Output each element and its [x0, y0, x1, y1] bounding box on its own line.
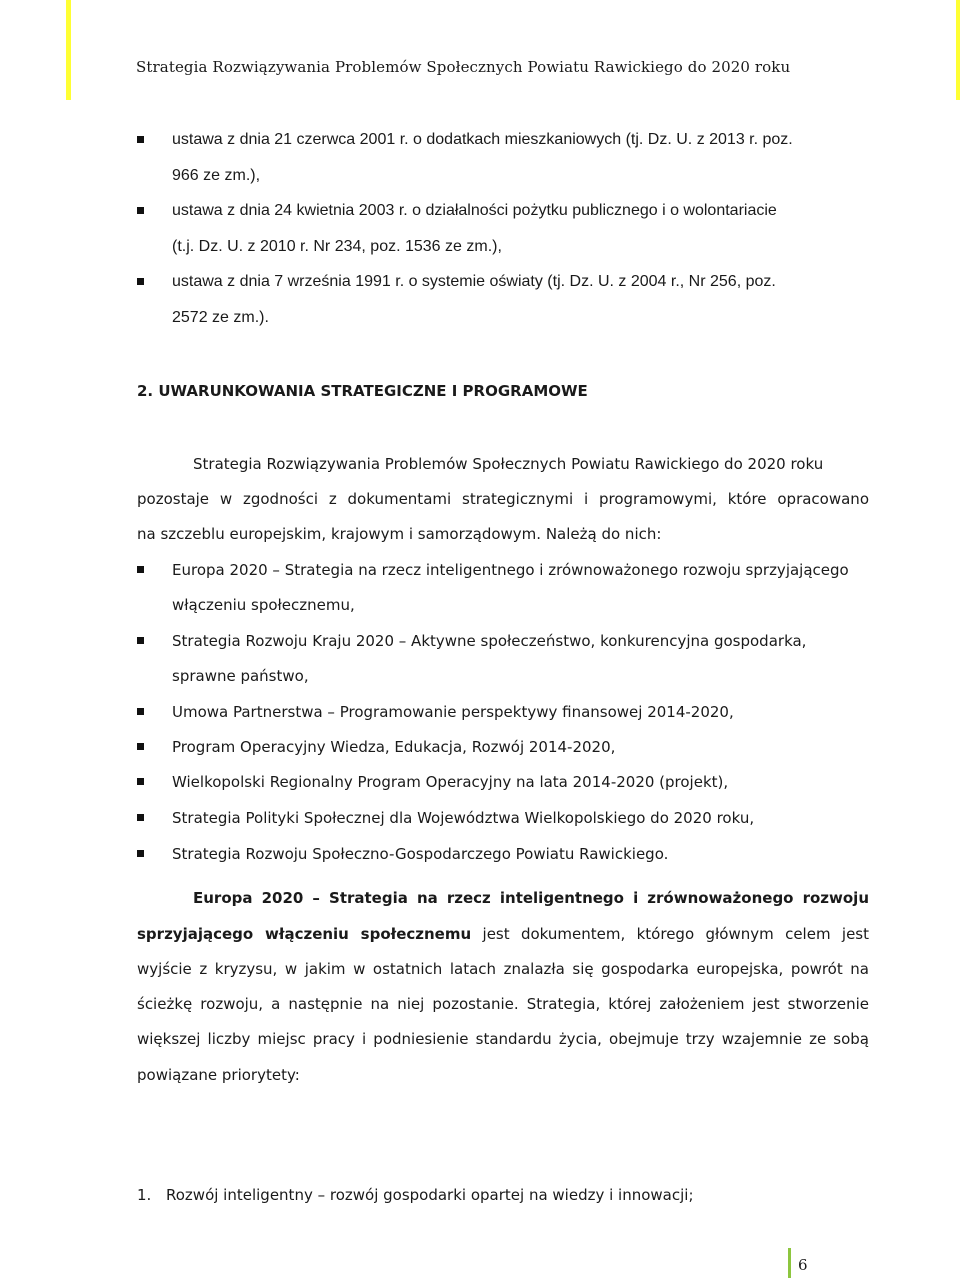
europa-title-cont: sprzyjającego włączeniu społecznemu: [137, 925, 472, 943]
document-item-line: Europa 2020 – Strategia na rzecz inteligentnego i zrównoważonego rozwoju sprzyjającego: [172, 561, 849, 579]
intro-line: na szczeblu europejskim, krajowym i samorządowym. Należą do nich:: [137, 525, 662, 543]
document-item-line: włączeniu społecznemu,: [172, 596, 355, 614]
law-item-line: 966 ze zm.),: [172, 167, 261, 184]
intro-line: pozostaje w zgodności z dokumentami strategicznymi i programowymi, które opracowano: [137, 490, 869, 508]
law-item-line: ustawa z dnia 24 kwietnia 2003 r. o działalności pożytku publicznego i o wolontariacie: [172, 202, 777, 219]
priority-number: 1.: [137, 1186, 152, 1204]
document-item-line: Strategia Rozwoju Społeczno-Gospodarczego Powiatu Rawickiego.: [172, 845, 669, 863]
priority-text: Rozwój inteligentny – rozwój gospodarki opartej na wiedzy i innowacji;: [166, 1186, 694, 1204]
header-left-rule: [66, 0, 71, 100]
running-header: Strategia Rozwiązywania Problemów Społecznych Powiatu Rawickiego do 2020 roku: [136, 58, 791, 76]
document-item-line: Strategia Rozwoju Kraju 2020 – Aktywne społeczeństwo, konkurencyjna gospodarka,: [172, 632, 807, 650]
bullet-icon: [137, 637, 144, 644]
document-item-line: Strategia Polityki Społecznej dla Województwa Wielkopolskiego do 2020 roku,: [172, 809, 755, 827]
europa-line: większej liczby miejsc pracy i podniesienie standardu życia, obejmuje trzy wzajemnie ze sobą: [137, 1030, 869, 1048]
document-item-line: sprawne państwo,: [172, 667, 309, 685]
law-item-line: 2572 ze zm.).: [172, 309, 269, 326]
europa-text: jest dokumentem, którego głównym celem jest: [471, 925, 870, 943]
europa-line: powiązane priorytety:: [137, 1066, 300, 1084]
bullet-icon: [137, 566, 144, 573]
document-item-line: Wielkopolski Regionalny Program Operacyjny na lata 2014-2020 (projekt),: [172, 773, 729, 791]
europa-line-1: [193, 889, 869, 907]
page-number: 6: [798, 1256, 808, 1274]
intro-line: Strategia Rozwiązywania Problemów Społecznych Powiatu Rawickiego do 2020 roku: [193, 455, 824, 473]
law-item-line: ustawa z dnia 7 września 1991 r. o systemie oświaty (tj. Dz. U. z 2004 r., Nr 256, poz.: [172, 273, 776, 290]
europa-title: Europa 2020 – Strategia na rzecz inteligentnego i zrównoważonego rozwoju: [193, 889, 869, 907]
bullet-icon: [137, 207, 144, 214]
page-number-bar: [788, 1248, 791, 1278]
law-item-line: ustawa z dnia 21 czerwca 2001 r. o dodatkach mieszkaniowych (tj. Dz. U. z 2013 r. poz.: [172, 131, 793, 148]
section-heading: 2. UWARUNKOWANIA STRATEGICZNE I PROGRAMOWE: [137, 382, 588, 400]
bullet-icon: [137, 778, 144, 785]
bullet-icon: [137, 708, 144, 715]
bullet-icon: [137, 136, 144, 143]
europa-line: wyjście z kryzysu, w jakim w ostatnich latach znalazła się gospodarka europejska, powrót na: [137, 960, 869, 978]
bullet-icon: [137, 278, 144, 285]
document-item-line: Program Operacyjny Wiedza, Edukacja, Rozwój 2014-2020,: [172, 738, 616, 756]
europa-line-2: [137, 925, 869, 943]
document-item-line: Umowa Partnerstwa – Programowanie perspektywy finansowej 2014-2020,: [172, 703, 734, 721]
bullet-icon: [137, 850, 144, 857]
bullet-icon: [137, 814, 144, 821]
law-item-line: (t.j. Dz. U. z 2010 r. Nr 234, poz. 1536 ze zm.),: [172, 238, 502, 255]
header-right-rule: [956, 0, 960, 100]
europa-line: ścieżkę rozwoju, a następnie na niej pozostanie. Strategia, której założeniem jest stworzenie: [137, 995, 869, 1013]
bullet-icon: [137, 743, 144, 750]
